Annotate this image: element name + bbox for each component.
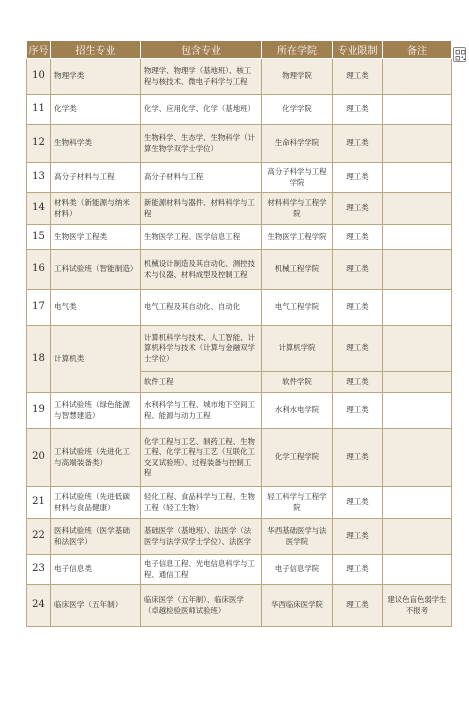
cell-includes: 基础医学（基地班）、法医学（法医学与法学双学士学位）、法医学	[141, 519, 262, 555]
cell-limit: 理工类	[333, 372, 383, 393]
cell-note	[383, 250, 452, 290]
cell-includes: 化学工程与工艺、制药工程、生物工程、化学工程与工艺（互联化工交叉试验班）、过程装备与控制工程	[141, 429, 262, 487]
table-row	[27, 225, 452, 250]
table-row	[27, 585, 452, 627]
cell-no: 18	[27, 326, 51, 393]
cell-no: 10	[27, 59, 51, 95]
cell-includes: 轻化工程、食品科学与工程、生物工程（轻工生物）	[141, 487, 262, 519]
table-row	[27, 393, 452, 429]
grid-qr-icon[interactable]	[453, 47, 466, 62]
cell-college: 电子信息学院	[262, 555, 333, 585]
table-row	[27, 326, 452, 372]
cell-includes: 水利科学与工程、城市地下空间工程、能源与动力工程	[141, 393, 262, 429]
cell-note	[383, 326, 452, 372]
cell-note	[383, 125, 452, 163]
cell-no: 11	[27, 95, 51, 125]
header-major: 招生专业	[51, 41, 141, 59]
cell-limit: 理工类	[333, 225, 383, 250]
cell-major: 高分子材料与工程	[51, 163, 141, 193]
cell-college: 材料科学与工程学院	[262, 193, 333, 225]
header-no: 序号	[27, 41, 51, 59]
cell-major: 工科试验班（智能制造）	[51, 250, 141, 290]
header-row	[27, 41, 452, 59]
cell-no: 22	[27, 519, 51, 555]
cell-note	[383, 519, 452, 555]
cell-major: 化学类	[51, 95, 141, 125]
cell-college: 机械工程学院	[262, 250, 333, 290]
cell-major: 医科试验班（医学基础和法医学）	[51, 519, 141, 555]
table-row	[27, 125, 452, 163]
header-limit: 专业限制	[333, 41, 383, 59]
cell-note	[383, 487, 452, 519]
cell-note	[383, 59, 452, 95]
cell-no: 23	[27, 555, 51, 585]
table-row	[27, 555, 452, 585]
cell-includes: 新能源材料与器件、材料科学与工程	[141, 193, 262, 225]
cell-limit: 理工类	[333, 429, 383, 487]
table-row	[27, 429, 452, 487]
table-row	[27, 250, 452, 290]
cell-college: 物理学院	[262, 59, 333, 95]
cell-note	[383, 372, 452, 393]
cell-includes: 生物医学工程、医学信息工程	[141, 225, 262, 250]
admission-majors-table	[26, 40, 452, 627]
header-note: 备注	[383, 41, 452, 59]
table-row	[27, 95, 452, 125]
cell-no: 20	[27, 429, 51, 487]
cell-note	[383, 290, 452, 326]
cell-college: 水利水电学院	[262, 393, 333, 429]
cell-limit: 理工类	[333, 163, 383, 193]
table-header	[27, 41, 452, 59]
cell-limit: 理工类	[333, 326, 383, 372]
cell-limit: 理工类	[333, 290, 383, 326]
cell-major: 电子信息类	[51, 555, 141, 585]
cell-major: 生物科学类	[51, 125, 141, 163]
cell-note	[383, 393, 452, 429]
cell-no: 16	[27, 250, 51, 290]
header-college: 所在学院	[262, 41, 333, 59]
cell-college: 生物医学工程学院	[262, 225, 333, 250]
cell-note	[383, 95, 452, 125]
cell-includes: 物理学、物理学（基地班）、核工程与核技术、微电子科学与工程	[141, 59, 262, 95]
table-row	[27, 487, 452, 519]
cell-college: 计算机学院	[262, 326, 333, 372]
cell-college: 生命科学学院	[262, 125, 333, 163]
cell-includes: 计算机科学与技术、人工智能、计算机科学与技术（计算与金融双学士学位）	[141, 326, 262, 372]
cell-no: 19	[27, 393, 51, 429]
cell-college: 化学学院	[262, 95, 333, 125]
cell-note	[383, 555, 452, 585]
cell-no: 14	[27, 193, 51, 225]
cell-major: 材料类（新能源与纳米材料）	[51, 193, 141, 225]
cell-limit: 理工类	[333, 250, 383, 290]
cell-note	[383, 193, 452, 225]
cell-limit: 理工类	[333, 585, 383, 627]
table-row	[27, 59, 452, 95]
cell-includes: 电子信息工程、光电信息科学与工程、通信工程	[141, 555, 262, 585]
cell-includes: 临床医学（五年制）、临床医学（卓越检验医师试验班）	[141, 585, 262, 627]
cell-no: 12	[27, 125, 51, 163]
cell-includes: 高分子材料与工程	[141, 163, 262, 193]
header-includes: 包含专业	[141, 41, 262, 59]
cell-no: 17	[27, 290, 51, 326]
cell-college: 华西临床医学院	[262, 585, 333, 627]
cell-limit: 理工类	[333, 59, 383, 95]
cell-major: 临床医学（五年制）	[51, 585, 141, 627]
table-row	[27, 519, 452, 555]
cell-college: 软件学院	[262, 372, 333, 393]
cell-includes: 生物科学、生态学、生物科学（计算生物学双学士学位）	[141, 125, 262, 163]
cell-includes: 软件工程	[141, 372, 262, 393]
cell-limit: 理工类	[333, 393, 383, 429]
cell-limit: 理工类	[333, 125, 383, 163]
cell-limit: 理工类	[333, 95, 383, 125]
cell-major: 工科试验班（先进低碳材料与食品健康）	[51, 487, 141, 519]
cell-note	[383, 163, 452, 193]
cell-major: 计算机类	[51, 326, 141, 393]
cell-limit: 理工类	[333, 519, 383, 555]
cell-includes: 电气工程及其自动化、自动化	[141, 290, 262, 326]
cell-college: 高分子科学与工程学院	[262, 163, 333, 193]
cell-limit: 理工类	[333, 193, 383, 225]
cell-includes: 机械设计制造及其自动化、测控技术与仪器、材料成型及控制工程	[141, 250, 262, 290]
cell-major: 物理学类	[51, 59, 141, 95]
admission-table-container	[26, 40, 451, 627]
cell-no: 21	[27, 487, 51, 519]
table-row	[27, 290, 452, 326]
cell-college: 华西基础医学与法医学院	[262, 519, 333, 555]
cell-note	[383, 429, 452, 487]
cell-college: 化学工程学院	[262, 429, 333, 487]
cell-no: 15	[27, 225, 51, 250]
cell-limit: 理工类	[333, 555, 383, 585]
cell-no: 24	[27, 585, 51, 627]
cell-major: 工科试验班（绿色能源与智慧建造）	[51, 393, 141, 429]
table-row	[27, 163, 452, 193]
cell-note	[383, 225, 452, 250]
table-body	[27, 59, 452, 627]
cell-no: 13	[27, 163, 51, 193]
cell-college: 电气工程学院	[262, 290, 333, 326]
cell-major: 生物医学工程类	[51, 225, 141, 250]
cell-limit: 理工类	[333, 487, 383, 519]
table-row	[27, 193, 452, 225]
cell-note: 建议色盲色弱学生不报考	[383, 585, 452, 627]
cell-major: 电气类	[51, 290, 141, 326]
cell-includes: 化学、应用化学、化学（基地班）	[141, 95, 262, 125]
cell-college: 轻工科学与工程学院	[262, 487, 333, 519]
cell-major: 工科试验班（先进化工与高端装备类）	[51, 429, 141, 487]
